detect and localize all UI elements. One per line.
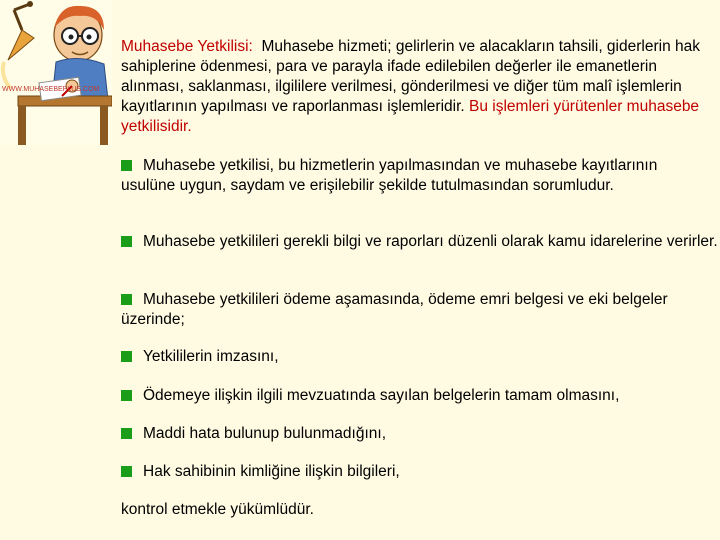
list-item: Ödemeye ilişkin ilgili mevzuatında sayılan belgelerin tamam olmasını, <box>121 386 720 406</box>
list-item: Muhasebe yetkilisi, bu hizmetlerin yapılmasından ve muhasebe kayıtlarının usulüne uygun, saydam ve erişilebilir şekilde tutulmasından sorumludur. <box>121 157 658 194</box>
list-item: Yetkililerin imzasını, <box>121 347 720 367</box>
bullet-square-icon <box>121 160 132 171</box>
list-item: Muhasebe yetkilileri gerekli bilgi ve raporları düzenli olarak kamu idarelerine verirler. <box>121 232 720 252</box>
list-item: Hak sahibinin kimliğine ilişkin bilgileri, <box>121 462 720 482</box>
bullet-square-icon <box>121 466 132 477</box>
accountant-illustration <box>0 0 112 145</box>
watermark-text: WWW.MUHASEBEPLUS.COM <box>2 86 100 93</box>
bullet-square-icon <box>121 294 132 305</box>
bullet-square-icon <box>121 428 132 439</box>
intro-paragraph <box>121 37 706 137</box>
list-item: Maddi hata bulunup bulunmadığını, <box>121 424 720 444</box>
list-item: Muhasebe yetkilileri ödeme aşamasında, ödeme emri belgesi ve eki belgeler üzerinde; <box>121 291 668 328</box>
intro-body: Muhasebe hizmeti; gelirlerin ve alacakların tahsili, giderlerin hak sahiplerine ödenmesi, para ve parayla ifade edilebilen değerler ile emanetlerin alınması, saklanması, ilgililere verilmesi, gönderilmesi ve diğer tüm malî işlemlerin kayıtlarının yapılması ve raporlanması işlemleridir. <box>121 38 700 115</box>
bullet-square-icon <box>121 390 132 401</box>
bullet-square-icon <box>121 236 132 247</box>
intro-title: Muhasebe Yetkilisi: <box>121 38 253 55</box>
bullet-square-icon <box>121 351 132 362</box>
closing-text: kontrol etmekle yükümlüdür. <box>121 501 314 518</box>
intro-highlight: Bu işlemleri yürütenler muhasebe yetkilisidir. <box>121 98 700 135</box>
